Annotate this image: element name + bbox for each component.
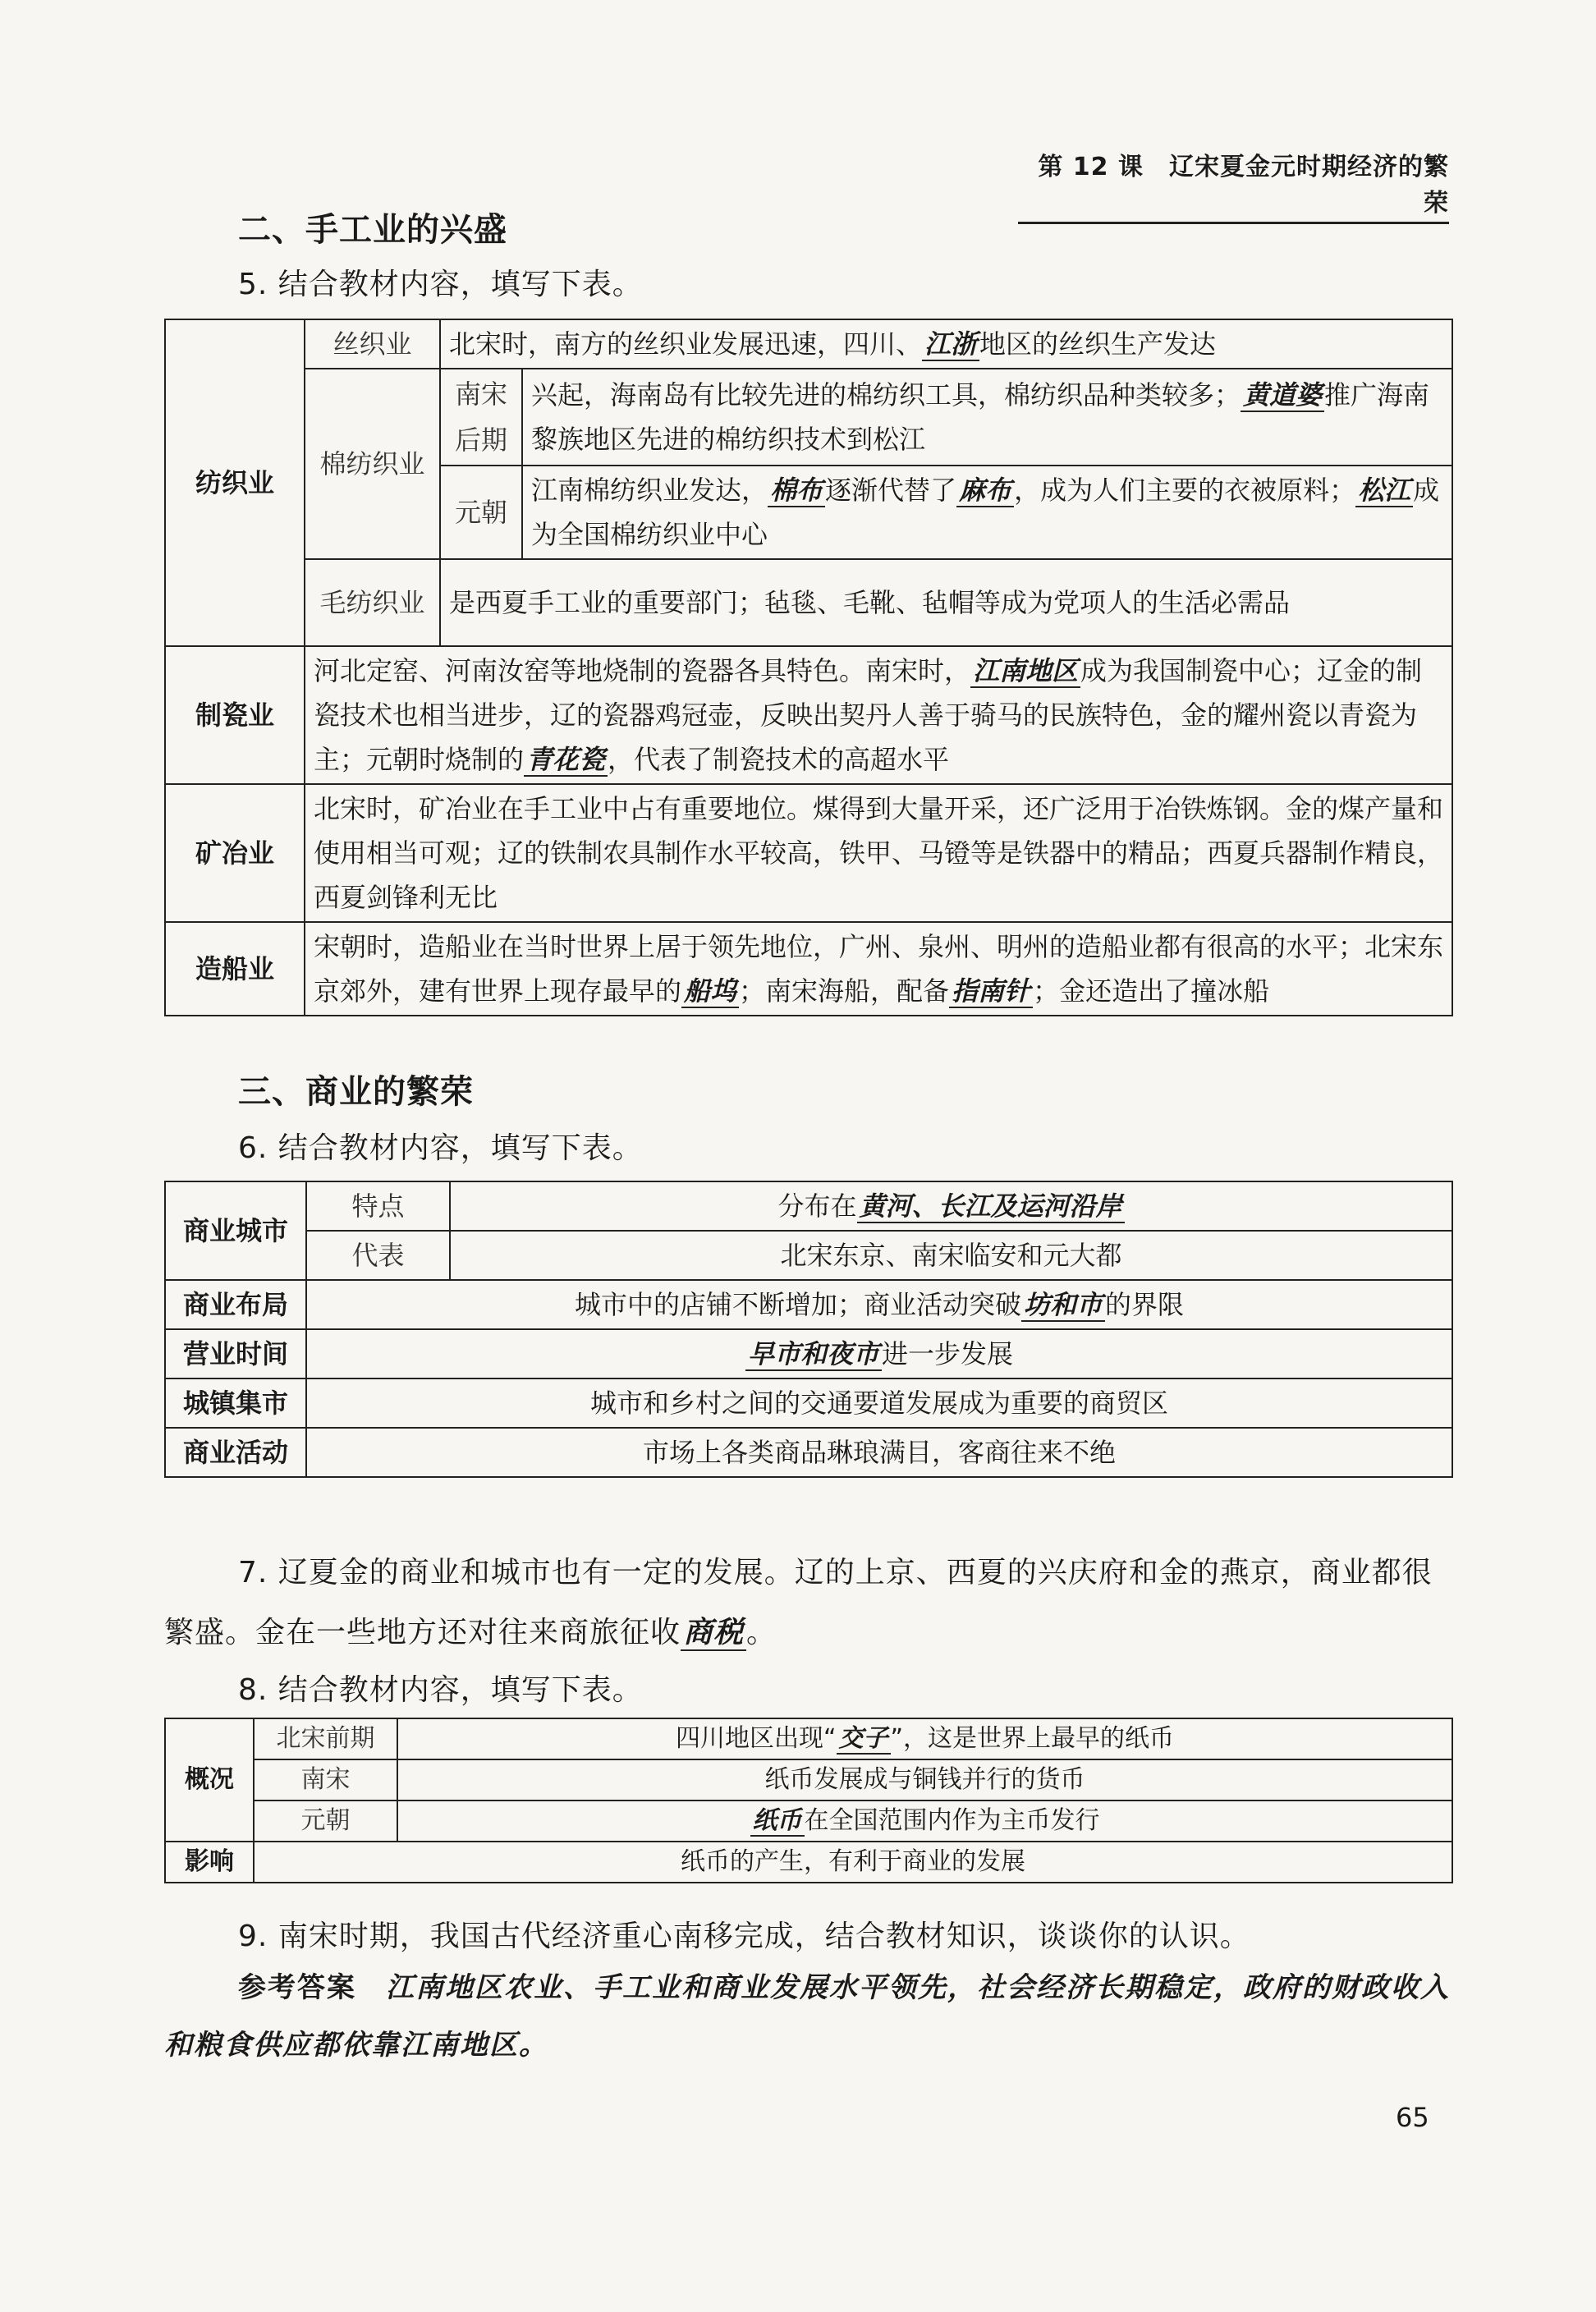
impact-cell: 纸币的产生，有利于商业的发展	[254, 1842, 1452, 1883]
porcelain-cell: 河北定窑、河南汝窑等地烧制的瓷器各具特色。南宋时，江南地区成为我国制瓷中心；辽金的制瓷技术也相当进步，辽的瓷器鸡冠壶，反映出契丹人善于骑马的民族特色，金的耀州瓷以青瓷为主；元朝时烧制的青花瓷，代表了制瓷技术的高超水平	[305, 646, 1452, 784]
silk-label: 丝织业	[305, 319, 440, 369]
page-number: 65	[1396, 2102, 1429, 2133]
cotton-label: 棉纺织业	[305, 369, 440, 559]
layout-label: 商业布局	[165, 1280, 306, 1329]
ns-cell: 纸币发展成与铜钱并行的货币	[397, 1759, 1452, 1801]
paper-money-table	[164, 1718, 1453, 1883]
lesson-header: 第 12 课 辽宋夏金元时期经济的繁荣	[1018, 146, 1449, 224]
shipbuilding-label: 造船业	[165, 922, 305, 1016]
hours-label: 营业时间	[165, 1329, 306, 1378]
cotton-yuan-cell: 江南棉纺织业发达，棉布逐渐代替了麻布，成为人们主要的衣被原料；松江成为全国棉纺织业中心	[522, 466, 1452, 559]
impact-label: 影响	[165, 1842, 254, 1883]
activity-label: 商业活动	[165, 1428, 306, 1477]
section-3-title: 三、商业的繁荣	[238, 1073, 474, 1111]
textile-label: 纺织业	[165, 319, 305, 646]
wool-cell: 是西夏手工业的重要部门；毡毯、毛靴、毡帽等成为党项人的生活必需品	[440, 559, 1452, 646]
city-label: 商业城市	[165, 1181, 306, 1280]
rep-label: 代表	[306, 1231, 450, 1280]
porcelain-label: 制瓷业	[165, 646, 305, 784]
ns-label: 南宋	[254, 1759, 397, 1801]
market-label: 城镇集市	[165, 1378, 306, 1428]
feature-label: 特点	[306, 1181, 450, 1231]
question-8: 8. 结合教材内容，填写下表。	[238, 1673, 643, 1707]
nansong-late-label: 南宋后期	[440, 369, 522, 466]
feature-cell: 分布在黄河、长江及运河沿岸	[450, 1181, 1452, 1231]
activity-cell: 市场上各类商品琳琅满目，客商往来不绝	[306, 1428, 1452, 1477]
section-2-title: 二、手工业的兴盛	[238, 211, 507, 249]
commerce-table	[164, 1181, 1453, 1478]
yuan-label-2: 元朝	[254, 1801, 397, 1842]
yuan-cell: 纸币 在全国范围内作为主币发行	[397, 1801, 1452, 1842]
cotton-nansong-cell: 兴起，海南岛有比较先进的棉纺织工具，棉纺织品种类较多；黄道婆推广海南黎族地区先进的棉纺织技术到松江	[522, 369, 1452, 466]
bs-cell: 四川地区出现“ 交子 ”，这是世界上最早的纸币	[397, 1718, 1452, 1759]
handicraft-table	[164, 319, 1453, 1016]
bs-label: 北宋前期	[254, 1718, 397, 1759]
mining-cell: 北宋时，矿冶业在手工业中占有重要地位。煤得到大量开采，还广泛用于冶铁炼钢。金的煤产量和使用相当可观；辽的铁制农具制作水平较高，铁甲、马镫等是铁器中的精品；西夏兵器制作精良，西夏剑锋利无比	[305, 784, 1452, 922]
question-7: 7. 辽夏金的商业和城市也有一定的发展。辽的上京、西夏的兴庆府和金的燕京，商业都很繁盛。金在一些地方还对往来商旅征收商税。	[164, 1556, 1433, 1649]
layout-cell: 城市中的店铺不断增加；商业活动突破坊和市的界限	[306, 1280, 1452, 1329]
hours-cell: 早市和夜市进一步发展	[306, 1329, 1452, 1378]
market-cell: 城市和乡村之间的交通要道发展成为重要的商贸区	[306, 1378, 1452, 1428]
shipbuilding-cell: 宋朝时，造船业在当时世界上居于领先地位，广州、泉州、明州的造船业都有很高的水平；北宋东京郊外，建有世界上现存最早的船坞；南宋海船，配备指南针；金还造出了撞冰船	[305, 922, 1452, 1016]
question-5: 5. 结合教材内容，填写下表。	[238, 268, 643, 301]
overview-label: 概况	[165, 1718, 254, 1842]
silk-cell: 北宋时，南方的丝织业发展迅速，四川、江浙地区的丝织生产发达	[440, 319, 1452, 369]
mining-label: 矿冶业	[165, 784, 305, 922]
question-9: 9. 南宋时期，我国古代经济重心南移完成，结合教材知识，谈谈你的认识。	[238, 1920, 1250, 1953]
yuan-label: 元朝	[440, 466, 522, 559]
rep-cell: 北宋东京、南宋临安和元大都	[450, 1231, 1452, 1280]
reference-answer: 参考答案 江南地区农业、手工业和商业发展水平领先，社会经济长期稳定，政府的财政收入和粮食供应都依靠江南地区。	[164, 1971, 1450, 2062]
question-6: 6. 结合教材内容，填写下表。	[238, 1131, 643, 1165]
wool-label: 毛纺织业	[305, 559, 440, 646]
